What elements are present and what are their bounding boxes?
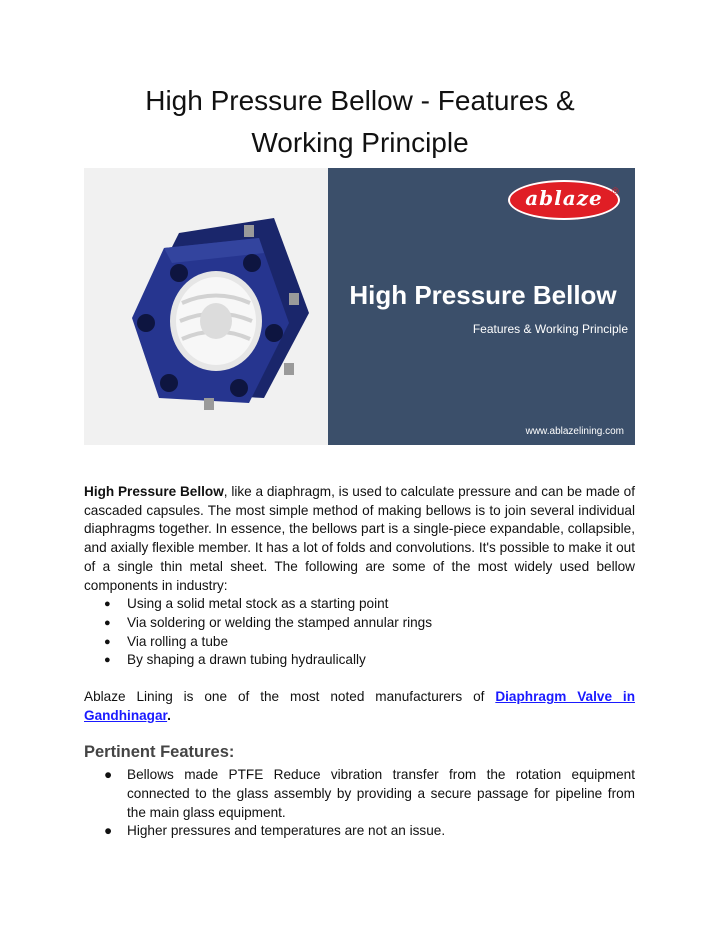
banner-headline: High Pressure Bellow xyxy=(349,280,617,310)
bullet-icon: ● xyxy=(104,654,111,667)
bellow-product-illustration xyxy=(124,193,314,423)
list-item: ● Via rolling a tube xyxy=(84,633,635,652)
product-photo-panel xyxy=(84,168,328,445)
banner-subheadline: Features & Working Principle xyxy=(472,322,628,336)
article-body xyxy=(84,483,635,841)
intro-paragraph xyxy=(84,483,635,595)
manufacturer-paragraph: Ablaze Lining is one of the most noted manufacturers of Diaphragm Valve in Gandhinagar. xyxy=(84,689,635,723)
intro-text: , like a diaphragm, is used to calculate pressure and can be made of cascaded capsules. The most simple method of making bellows is to join several individual diaphragms together. In essence, the bellows part is a single-piece expandable, collapsible, and axially flexible member. It has a lot of folds and convolutions. It's possible to make it out of a single thin metal sheet. The following are some of the most widely used bellow components in industry: xyxy=(84,484,635,593)
list-item: ● Via soldering or welding the stamped annular rings xyxy=(84,614,635,633)
list-item: ● Bellows made PTFE Reduce vibration transfer from the rotation equipment connected to the glass assembly by providing a secure passage for pipeline from the main glass equipment. xyxy=(104,767,635,820)
page-title-line-1: High Pressure Bellow - Features & xyxy=(145,85,575,116)
list-item: ● Using a solid metal stock as a starting point xyxy=(84,595,635,614)
bullet-icon: ● xyxy=(104,635,111,648)
ablaze-logo xyxy=(508,180,620,220)
hero-banner-image xyxy=(84,168,635,445)
logo-text: ablaze xyxy=(525,186,603,210)
registered-mark: ® xyxy=(612,186,619,196)
methods-list xyxy=(84,595,635,670)
page-title-line-2: Working Principle xyxy=(251,127,469,158)
page-title xyxy=(60,80,660,164)
section-heading: Pertinent Features: xyxy=(84,743,235,762)
list-item: ● By shaping a drawn tubing hydraulically xyxy=(84,651,635,670)
diaphragm-valve-link[interactable]: Diaphragm Valve in Gandhinagar xyxy=(84,689,635,723)
bullet-icon: ● xyxy=(104,767,113,783)
intro-bold-lead: High Pressure Bellow xyxy=(84,484,224,499)
spacer xyxy=(84,670,635,688)
list-item: ● Higher pressures and temperatures are not an issue. xyxy=(84,822,635,841)
features-list xyxy=(84,766,635,841)
bullet-icon: ● xyxy=(104,616,111,629)
banner-website: www.ablazelining.com xyxy=(525,426,624,437)
bullet-icon: ● xyxy=(104,598,111,611)
bullet-icon: ● xyxy=(104,823,113,839)
